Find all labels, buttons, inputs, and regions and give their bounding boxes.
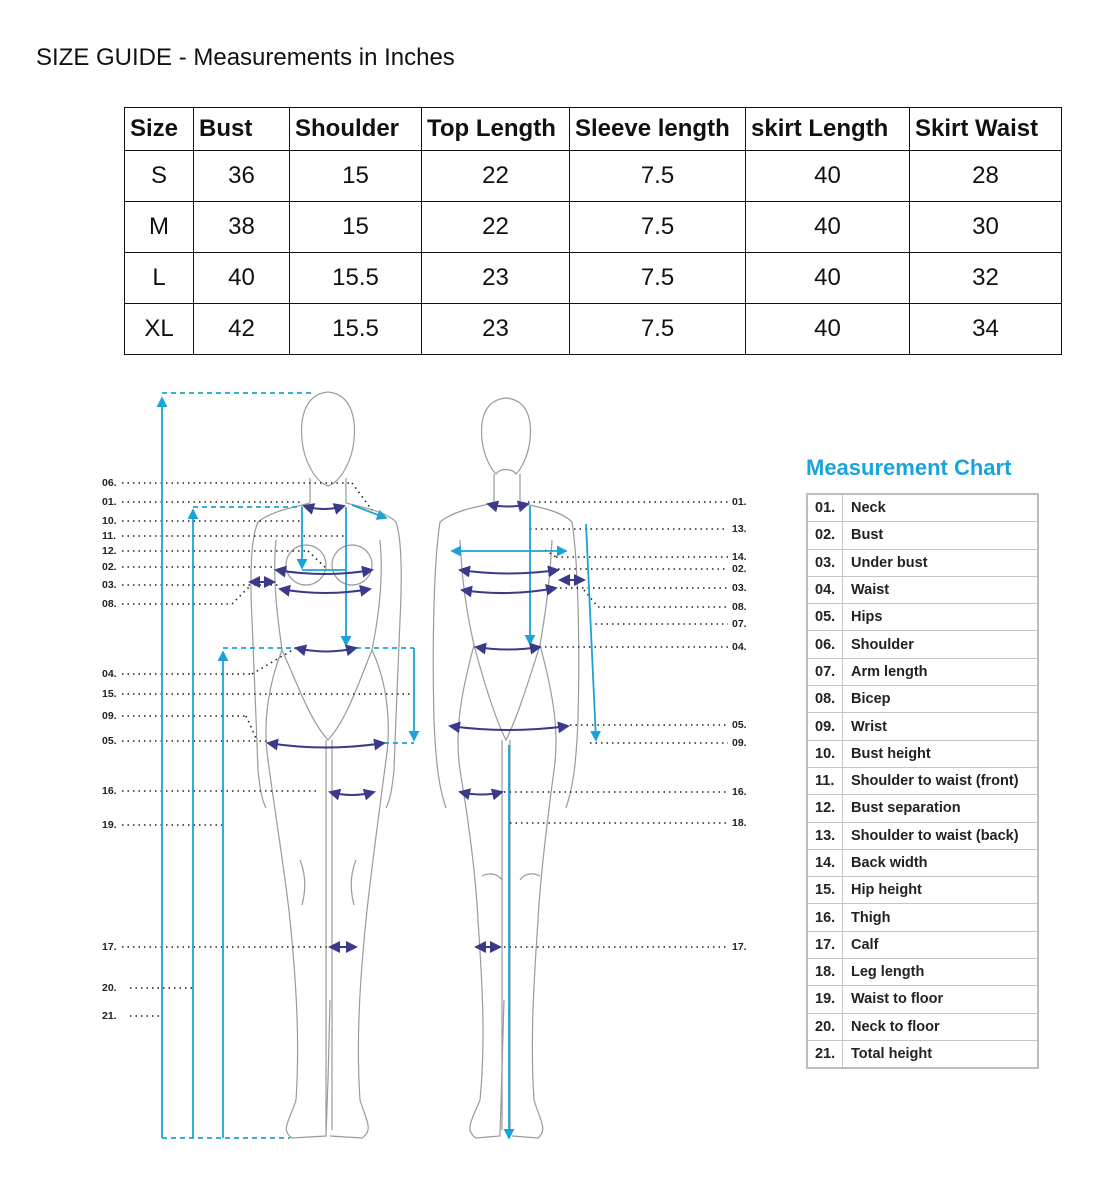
cell-skirt-waist: 30 [910,202,1062,253]
measurement-number: 13. [807,822,843,849]
cell-size: S [125,151,194,202]
back-leader-lines [504,502,728,947]
header-size: Size [125,108,194,151]
measurement-number: 14. [807,849,843,876]
measurement-label: Leg length [843,959,1039,986]
front-label: 09. [102,710,117,722]
list-item [807,904,1038,931]
measurement-number: 05. [807,604,843,631]
list-item [807,604,1038,631]
front-leader-lines [122,483,414,1016]
measurement-number: 20. [807,1013,843,1040]
back-label: 02. [732,563,747,575]
front-label: 10. [102,515,117,527]
measurement-number: 18. [807,959,843,986]
measurement-label: Waist [843,576,1039,603]
cell-skirt-waist: 28 [910,151,1062,202]
table-row [125,202,1062,253]
header-bust: Bust [194,108,290,151]
list-item [807,576,1038,603]
measurement-number: 21. [807,1040,843,1068]
header-top-length: Top Length [422,108,570,151]
front-label: 20. [102,982,117,994]
table-row [125,253,1062,304]
measurement-number: 01. [807,494,843,522]
measurement-number: 16. [807,904,843,931]
cell-top-length: 22 [422,151,570,202]
table-row [125,304,1062,355]
measurement-label: Bust separation [843,795,1039,822]
back-length-guides [452,506,596,1138]
list-item [807,959,1038,986]
back-label: 13. [732,523,747,535]
header-sleeve-length: Sleeve length [570,108,746,151]
front-label: 03. [102,579,117,591]
list-item [807,740,1038,767]
list-item [807,931,1038,958]
back-label: 04. [732,641,747,653]
measurement-number: 10. [807,740,843,767]
list-item [807,713,1038,740]
cell-skirt-length: 40 [746,151,910,202]
measurement-number: 11. [807,767,843,794]
list-item [807,1040,1038,1068]
cell-shoulder: 15.5 [290,253,422,304]
table-row [125,151,1062,202]
cell-skirt-length: 40 [746,253,910,304]
front-label: 01. [102,496,117,508]
measurement-number: 06. [807,631,843,658]
back-number-labels [732,496,747,953]
front-label: 04. [102,668,117,680]
measurement-chart [806,455,1039,1069]
list-item [807,494,1038,522]
measurement-label: Bust [843,522,1039,549]
front-number-labels [102,477,117,1022]
measurement-label: Shoulder [843,631,1039,658]
measurement-number: 12. [807,795,843,822]
list-item [807,986,1038,1013]
measurement-number: 09. [807,713,843,740]
front-label: 12. [102,545,117,557]
measurement-number: 08. [807,686,843,713]
cell-shoulder: 15 [290,151,422,202]
front-label: 08. [102,598,117,610]
measurement-number: 07. [807,658,843,685]
cell-skirt-waist: 32 [910,253,1062,304]
cell-skirt-length: 40 [746,202,910,253]
front-label: 06. [102,477,117,489]
cell-skirt-length: 40 [746,304,910,355]
back-label: 07. [732,618,747,630]
back-figure-outline [433,398,579,1138]
measurement-label: Waist to floor [843,986,1039,1013]
back-label: 18. [732,817,747,829]
front-label: 11. [102,530,117,542]
measurement-label: Hip height [843,877,1039,904]
list-item [807,822,1038,849]
measurement-label: Neck to floor [843,1013,1039,1040]
page-title: SIZE GUIDE - Measurements in Inches [36,44,455,71]
circumference-arrows [250,504,584,947]
measurement-chart-title: Measurement Chart [806,455,1012,480]
back-label: 17. [732,941,747,953]
list-item [807,631,1038,658]
cell-bust: 38 [194,202,290,253]
size-table-header-row [125,108,1062,151]
list-item [807,658,1038,685]
cell-bust: 40 [194,253,290,304]
cell-top-length: 23 [422,304,570,355]
measurement-label: Neck [843,494,1039,522]
header-skirt-length: skirt Length [746,108,910,151]
front-label: 15. [102,688,117,700]
front-label: 16. [102,785,117,797]
front-figure-outline [251,392,401,1138]
measurement-label: Hips [843,604,1039,631]
cell-top-length: 23 [422,253,570,304]
front-label: 19. [102,819,117,831]
list-item [807,877,1038,904]
list-item [807,686,1038,713]
front-label: 05. [102,735,117,747]
back-label: 14. [732,551,747,563]
cell-sleeve-length: 7.5 [570,253,746,304]
front-label: 17. [102,941,117,953]
measurement-label: Shoulder to waist (back) [843,822,1039,849]
cell-size: L [125,253,194,304]
measurement-number: 04. [807,576,843,603]
list-item [807,549,1038,576]
back-label: 16. [732,786,747,798]
header-skirt-waist: Skirt Waist [910,108,1062,151]
list-item [807,795,1038,822]
measurement-label: Under bust [843,549,1039,576]
measurement-label: Bicep [843,686,1039,713]
measurement-label: Shoulder to waist (front) [843,767,1039,794]
measurement-label: Arm length [843,658,1039,685]
cell-skirt-waist: 34 [910,304,1062,355]
front-height-guides [162,393,414,1138]
measurement-label: Calf [843,931,1039,958]
measurement-label: Thigh [843,904,1039,931]
measurement-number: 03. [807,549,843,576]
cell-shoulder: 15.5 [290,304,422,355]
back-label: 03. [732,582,747,594]
cell-sleeve-length: 7.5 [570,151,746,202]
measurement-number: 19. [807,986,843,1013]
list-item [807,522,1038,549]
measurement-chart-table [806,493,1039,1069]
front-label: 02. [102,561,117,573]
list-item [807,849,1038,876]
back-label: 01. [732,496,747,508]
cell-size: M [125,202,194,253]
body-measurement-figure [95,380,795,1160]
measurement-label: Bust height [843,740,1039,767]
cell-sleeve-length: 7.5 [570,202,746,253]
measurement-label: Back width [843,849,1039,876]
measurement-number: 02. [807,522,843,549]
list-item [807,767,1038,794]
measurement-number: 15. [807,877,843,904]
cell-sleeve-length: 7.5 [570,304,746,355]
cell-bust: 36 [194,151,290,202]
cell-bust: 42 [194,304,290,355]
front-label: 21. [102,1010,117,1022]
measurement-label: Wrist [843,713,1039,740]
size-guide-table [124,107,1062,355]
back-label: 09. [732,737,747,749]
cell-shoulder: 15 [290,202,422,253]
back-label: 05. [732,719,747,731]
list-item [807,1013,1038,1040]
cell-size: XL [125,304,194,355]
header-shoulder: Shoulder [290,108,422,151]
measurement-number: 17. [807,931,843,958]
back-label: 08. [732,601,747,613]
cell-top-length: 22 [422,202,570,253]
measurement-label: Total height [843,1040,1039,1068]
